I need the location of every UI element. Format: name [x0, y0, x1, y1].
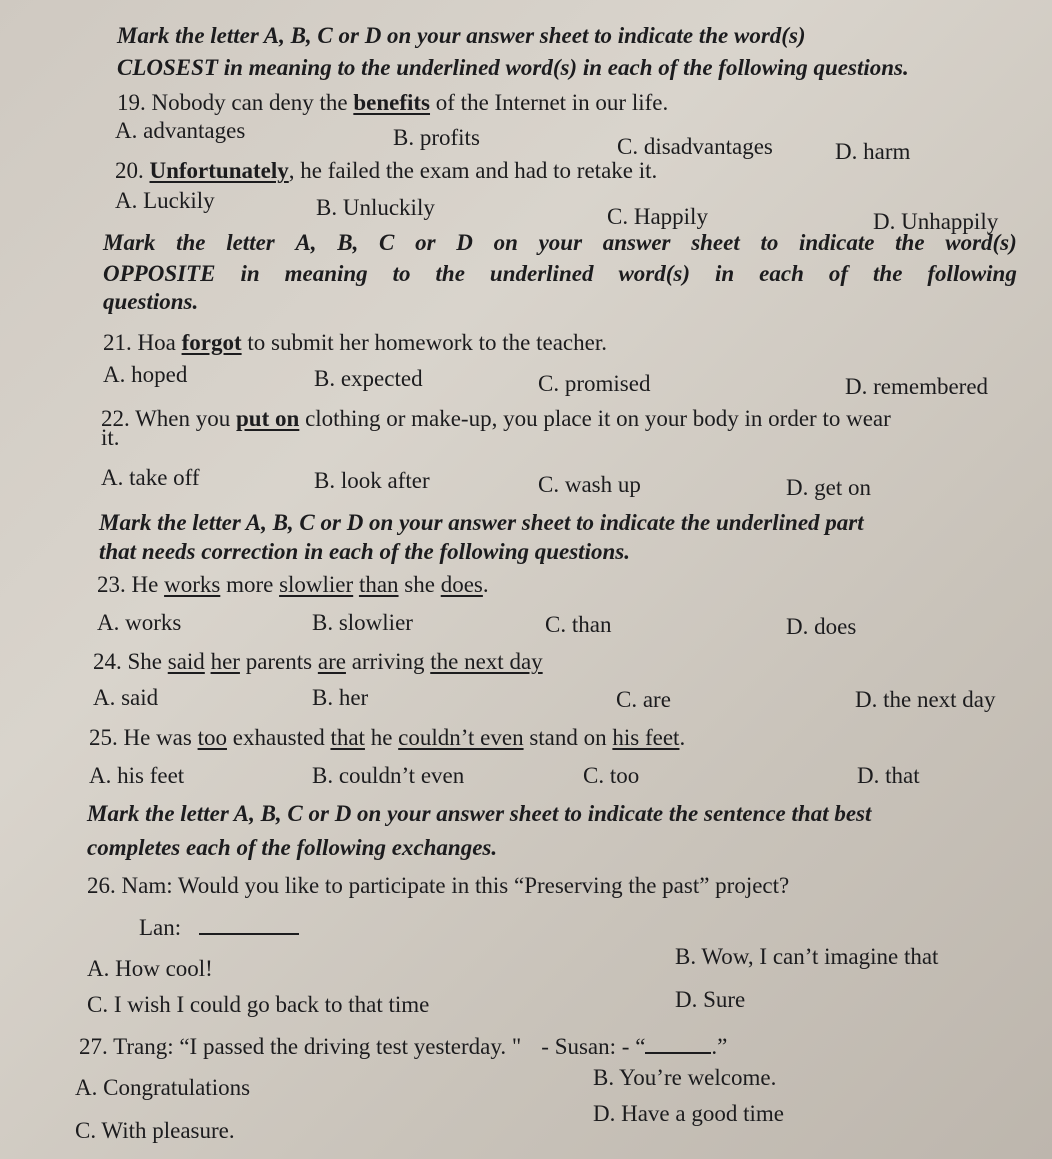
section2-word: in — [240, 261, 260, 286]
q27-end-quote: .” — [711, 1034, 728, 1059]
q19-option-d: D. harm — [835, 139, 911, 164]
question-23 — [97, 571, 489, 599]
q24-underlined-3: are — [317, 649, 346, 674]
q20-option-d: D. Unhappily — [873, 209, 999, 234]
q20-text-post: , he failed the exam and had to retake it. — [288, 158, 658, 183]
section2-word: following — [927, 261, 1017, 286]
q26-lan-label: Lan: — [139, 915, 182, 940]
section1-instruction-line1: Mark the letter A, B, C or D on your answer sheet to indicate the word(s) — [117, 23, 806, 48]
q25-underlined-2: that — [330, 725, 365, 750]
q25-option-b: B. couldn’t even — [312, 763, 465, 788]
q26-option-c: C. I wish I could go back to that time — [87, 992, 430, 1017]
q19-text-post: of the Internet in our life. — [430, 90, 669, 115]
section3-instruction-line1: Mark the letter A, B, C or D on your answer sheet to indicate the underlined part — [99, 510, 864, 535]
q27-option-b: B. You’re welcome. — [593, 1065, 777, 1090]
question-27 — [79, 1033, 727, 1061]
section2-instruction-line3: questions. — [103, 289, 199, 314]
q23-underlined-1: works — [164, 572, 221, 597]
section1-instruction-line2: CLOSEST in meaning to the underlined word(s) in each of the following questions. — [117, 55, 909, 80]
section2-word: C — [379, 230, 395, 255]
section2-word: A, — [295, 230, 317, 255]
q22-option-b: B. look after — [314, 468, 430, 493]
q25-underlined-3: couldn’t even — [398, 725, 524, 750]
q24-text-1: 24. She — [93, 649, 168, 674]
section2-word: of — [828, 261, 849, 286]
question-21 — [103, 329, 607, 357]
section3-instruction-line2: that needs correction in each of the following questions. — [99, 539, 630, 564]
q24-option-b: B. her — [312, 685, 369, 710]
q20-option-b: B. Unluckily — [316, 195, 435, 220]
q25-text-1: 25. He was — [89, 725, 198, 750]
section2-word: B, — [337, 230, 359, 255]
q24-text-4: arriving — [345, 649, 431, 674]
q24-option-a: A. said — [93, 685, 159, 710]
q25-text-3: he — [364, 725, 399, 750]
q25-text-2: exhausted — [226, 725, 331, 750]
q24-text-3: parents — [239, 649, 318, 674]
question-24 — [93, 648, 543, 676]
q27-option-d: D. Have a good time — [593, 1101, 784, 1126]
q23-option-a: A. works — [97, 610, 182, 635]
q27-prompt: 27. Trang: “I passed the driving test yesterday. " — [79, 1034, 522, 1059]
q21-option-c: C. promised — [538, 371, 651, 396]
section2-word: on — [493, 230, 518, 255]
q23-text-1: 23. He — [97, 572, 165, 597]
question-25 — [89, 724, 685, 752]
q20-text-pre: 20. — [115, 158, 150, 183]
q25-text-5: . — [679, 725, 686, 750]
section2-word: in — [714, 261, 735, 286]
section2-word: each — [759, 261, 804, 286]
q27-susan-label: - Susan: - “ — [541, 1034, 646, 1059]
q21-text-post: to submit her homework to the teacher. — [241, 330, 607, 355]
q25-option-a: A. his feet — [89, 763, 185, 788]
q22-text-pre: 22. When you — [101, 406, 237, 431]
q26-option-d: D. Sure — [675, 987, 746, 1012]
q26-answer-blank — [199, 915, 299, 935]
section2-word: D — [456, 230, 473, 255]
q27-option-c: C. With pleasure. — [75, 1118, 235, 1143]
q23-option-b: B. slowlier — [312, 610, 413, 635]
section4-instruction-line1: Mark the letter A, B, C or D on your answer sheet to indicate the sentence that best — [87, 801, 872, 826]
q25-option-d: D. that — [857, 763, 920, 788]
q23-option-d: D. does — [786, 614, 857, 639]
q22-option-d: D. get on — [786, 475, 871, 500]
section2-instruction-line1 — [103, 229, 1017, 257]
section2-word: answer — [602, 230, 671, 255]
q23-underlined-4: does — [440, 572, 483, 597]
section2-word: your — [538, 230, 583, 255]
q21-underlined: forgot — [181, 330, 242, 355]
question-22-continued: it. — [101, 425, 120, 450]
q27-option-a: A. Congratulations — [75, 1075, 251, 1100]
q25-underlined-4: his feet — [612, 725, 680, 750]
q27-answer-blank — [645, 1036, 711, 1054]
section2-word: to — [392, 261, 411, 286]
q24-underlined-2: her — [210, 649, 240, 674]
q19-text-pre: 19. Nobody can deny the — [117, 90, 354, 115]
q24-underlined-1: said — [167, 649, 205, 674]
q23-text-4: she — [398, 572, 441, 597]
q20-underlined: Unfortunately — [149, 158, 289, 183]
section2-word: Mark — [103, 230, 156, 255]
question-26: 26. Nam: Would you like to participate in this “Preserving the past” project? — [87, 873, 790, 898]
section2-word: to — [760, 230, 779, 255]
section2-word: the — [176, 230, 206, 255]
q26-lan-line — [139, 914, 299, 942]
question-22 — [101, 405, 891, 433]
q25-text-4: stand on — [523, 725, 613, 750]
section2-word: word(s) — [945, 230, 1017, 255]
q25-option-c: C. too — [583, 763, 640, 788]
section2-word: indicate — [799, 230, 875, 255]
section2-word: underlined — [489, 261, 594, 286]
section2-word: sheet — [691, 230, 740, 255]
q24-underlined-4: the next day — [430, 649, 543, 674]
section2-word: OPPOSITE — [103, 261, 216, 286]
section2-word: meaning — [284, 261, 368, 286]
q20-option-a: A. Luckily — [115, 188, 215, 213]
q19-option-b: B. profits — [393, 125, 480, 150]
q26-option-b: B. Wow, I can’t imagine that — [675, 944, 939, 969]
question-20 — [115, 157, 657, 185]
q22-option-c: C. wash up — [538, 472, 641, 497]
q22-option-a: A. take off — [101, 465, 200, 490]
section4-instruction-line2: completes each of the following exchanges. — [87, 835, 498, 860]
section2-instruction-line2 — [103, 260, 1017, 288]
q26-option-a: A. How cool! — [87, 956, 213, 981]
q24-option-d: D. the next day — [855, 687, 996, 712]
q22-underlined: put on — [236, 406, 300, 431]
q23-underlined-2: slowlier — [279, 572, 354, 597]
q25-underlined-1: too — [197, 725, 227, 750]
q23-underlined-3: than — [358, 572, 399, 597]
section2-word: the — [435, 261, 465, 286]
q23-text-2: more — [220, 572, 280, 597]
q24-option-c: C. are — [616, 687, 671, 712]
q21-option-d: D. remembered — [845, 374, 989, 399]
section2-word: letter — [226, 230, 275, 255]
q19-option-c: C. disadvantages — [617, 134, 773, 159]
question-19 — [117, 89, 668, 117]
q20-option-c: C. Happily — [607, 204, 708, 229]
q23-text-5: . — [482, 572, 489, 597]
q21-option-a: A. hoped — [103, 362, 188, 387]
q19-underlined: benefits — [353, 90, 431, 115]
q21-text-pre: 21. Hoa — [103, 330, 182, 355]
section2-word: the — [895, 230, 925, 255]
section2-word: or — [415, 230, 436, 255]
q21-option-b: B. expected — [314, 366, 423, 391]
q19-option-a: A. advantages — [115, 118, 246, 143]
q23-option-c: C. than — [545, 612, 612, 637]
q22-text-post: clothing or make-up, you place it on your body in order to wear — [299, 406, 891, 431]
section2-word: the — [873, 261, 903, 286]
section2-word: word(s) — [618, 261, 690, 286]
